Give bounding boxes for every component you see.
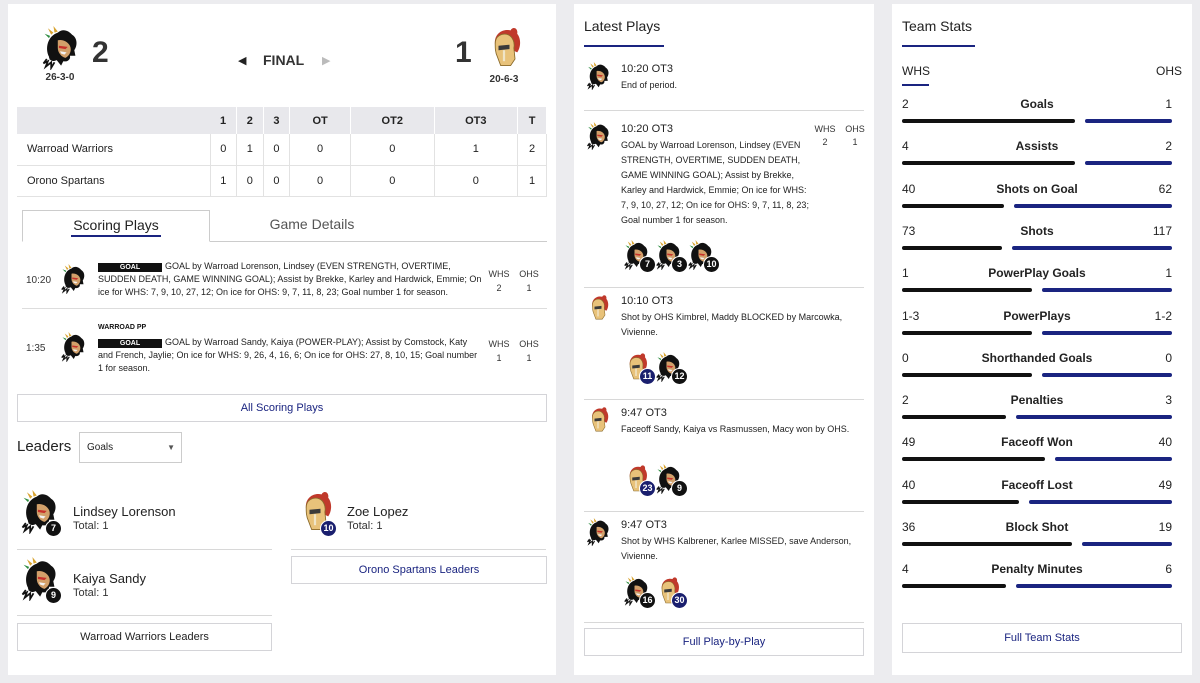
game-panel <box>8 4 556 675</box>
leader-name: Lindsey Lorenson <box>73 504 176 519</box>
whs-value: 2 <box>496 283 502 293</box>
stat-away-value: 1 <box>1165 266 1172 281</box>
scoring-play-time: 10:20 <box>26 275 52 286</box>
period-score-cell: 0 <box>290 134 351 165</box>
play-text: Shot by WHS Kalbrener, Karlee MISSED, save Anderson, Vivienne. <box>621 536 852 561</box>
period-score-cell: 1 <box>434 134 518 165</box>
stat-row <box>902 139 1172 169</box>
stat-row <box>902 478 1172 508</box>
stat-home-bar <box>902 500 1019 504</box>
ohs-label: OHS <box>519 269 539 279</box>
ohs-label: OHS <box>845 124 865 134</box>
stat-row <box>902 562 1172 592</box>
jersey-number: 3 <box>671 256 688 273</box>
stat-row <box>902 266 1172 296</box>
latest-plays-title: Latest Plays <box>584 18 661 34</box>
jersey-number: 7 <box>639 256 656 273</box>
period-score-table <box>17 107 547 197</box>
whs-score-col <box>812 123 838 149</box>
stat-row <box>902 97 1172 127</box>
stat-away-value: 1-2 <box>1154 308 1172 323</box>
prev-arrow-icon[interactable]: ◀ <box>238 55 247 67</box>
ohs-score-col <box>842 123 868 149</box>
play-item <box>584 294 864 394</box>
whs-label: WHS <box>814 124 836 134</box>
play-time: 10:10 OT3 <box>621 295 673 307</box>
stat-away-value: 19 <box>1158 520 1172 534</box>
leader-name: Zoe Lopez <box>347 504 409 519</box>
total-score-cell: 1 <box>518 165 547 196</box>
warroad-logo-icon <box>58 264 88 294</box>
stat-row <box>902 520 1172 550</box>
play-item <box>584 406 864 506</box>
period-header: OT <box>290 107 351 134</box>
stat-away-value: 49 <box>1158 477 1172 492</box>
power-play-tag: WARROAD PP <box>98 324 147 331</box>
team-name-cell: Orono Spartans <box>17 165 210 196</box>
player-avatars <box>621 352 711 388</box>
whs-value: 2 <box>822 137 828 147</box>
stat-away-value: 117 <box>1152 223 1172 238</box>
divider <box>291 549 546 550</box>
whs-value: 1 <box>496 353 502 363</box>
table-row <box>17 165 547 196</box>
jersey-number: 23 <box>639 480 656 497</box>
select-value: Goals <box>87 442 114 453</box>
ohs-score-col <box>518 267 540 295</box>
play-text: End of period. <box>621 80 678 90</box>
divider <box>584 110 864 111</box>
stat-label: Shorthanded Goals <box>981 350 1093 365</box>
jersey-number: 9 <box>45 587 62 604</box>
stat-home-value: 2 <box>902 97 909 111</box>
whs-score-col <box>488 267 510 295</box>
jersey-number: 9 <box>671 480 688 497</box>
stat-label: Block Shot <box>1005 520 1069 534</box>
orono-logo-icon <box>584 406 612 434</box>
period-header-row <box>17 107 547 134</box>
period-score-cell: 0 <box>434 165 518 196</box>
divider <box>584 622 864 623</box>
play-item <box>584 518 864 618</box>
home-team-block <box>36 26 84 83</box>
stat-label: Goals <box>1020 97 1054 111</box>
period-header: 1 <box>210 107 237 134</box>
stat-label: Assists <box>1015 139 1059 154</box>
next-arrow-icon[interactable]: ▶ <box>322 55 331 67</box>
play-text: GOAL by Warroad Lorenson, Lindsey (EVEN STRENGTH, OVERTIME, SUDDEN DEATH, GAME WINNING GOAL); Assist by Brekke, Karley and Hardwick, Emmie; On ice for WHS: 7, 9, 10, 27, 12; On ice for OHS: 9, 7, 11, 8, 23; Goal number 1 for season. <box>621 140 809 225</box>
all-scoring-plays-button[interactable]: All Scoring Plays <box>17 394 547 422</box>
stat-home-bar <box>902 246 1002 250</box>
stat-home-bar <box>902 331 1032 335</box>
scoring-play-description: GOAL by Warroad Sandy, Kaiya (POWER-PLAY); Assist by Comstock, Katy and French, Jaylie; On ice for WHS: 9, 26, 4, 16, 6; On ice for OHS: 27, 8, 10, 15; Goal number 1 for season. <box>98 337 478 373</box>
jersey-number: 10 <box>703 256 720 273</box>
away-score: 1 <box>455 36 472 69</box>
warroad-logo-icon <box>584 122 612 150</box>
stat-away-bar <box>1016 584 1172 588</box>
scoring-play-row <box>22 259 547 309</box>
scoring-play-text <box>98 260 482 299</box>
table-row <box>17 134 547 165</box>
stat-label: Penalty Minutes <box>991 562 1083 577</box>
stat-away-bar <box>1016 415 1172 419</box>
ohs-label: OHS <box>519 339 539 349</box>
away-label: OHS <box>1155 64 1182 78</box>
stat-away-bar <box>1014 204 1172 208</box>
stat-away-bar <box>1042 331 1172 335</box>
stat-away-value: 40 <box>1158 435 1172 450</box>
stat-away-bar <box>1012 246 1172 250</box>
stat-home-value: 4 <box>902 139 909 154</box>
home-record: 26-3-0 <box>45 72 75 83</box>
stat-home-bar <box>902 204 1004 208</box>
player-avatars <box>621 464 711 500</box>
stat-home-value: 40 <box>902 477 916 492</box>
whs-label: WHS <box>488 339 510 349</box>
ohs-score-col <box>518 337 540 365</box>
full-team-stats-button[interactable]: Full Team Stats <box>902 623 1182 653</box>
team-name-cell: Warroad Warriors <box>17 134 210 165</box>
stat-home-bar <box>902 457 1045 461</box>
away-team-block <box>480 26 528 85</box>
period-header: 2 <box>237 107 264 134</box>
scoring-play-text <box>98 321 482 375</box>
period-header: 3 <box>263 107 290 134</box>
jersey-number: 7 <box>45 520 62 537</box>
stat-label: Penalties <box>1010 393 1064 408</box>
period-score-cell: 1 <box>237 134 264 165</box>
stat-row <box>902 393 1172 423</box>
play-time: 9:47 OT3 <box>621 519 667 531</box>
whs-score-col <box>488 337 510 365</box>
stat-row <box>902 435 1172 465</box>
stat-away-value: 62 <box>1158 181 1172 196</box>
ohs-value: 1 <box>526 353 532 363</box>
team-stats-title: Team Stats <box>902 18 973 34</box>
player-avatars <box>621 576 711 612</box>
game-status: FINAL <box>263 52 305 68</box>
goal-badge: GOAL <box>98 339 162 348</box>
stat-home-value: 40 <box>902 181 916 196</box>
period-header: T <box>518 107 547 134</box>
orono-logo-icon <box>584 294 612 322</box>
period-score-cell: 0 <box>350 134 434 165</box>
leader-total: Total: 1 <box>73 587 109 599</box>
stat-away-bar <box>1042 373 1172 377</box>
play-item <box>584 62 864 110</box>
stat-label: PowerPlays <box>1003 308 1071 323</box>
stat-home-value: 2 <box>902 393 909 408</box>
stat-home-value: 1-3 <box>902 308 920 323</box>
period-score-cell: 0 <box>210 134 237 165</box>
play-time: 10:20 OT3 <box>621 123 673 135</box>
warroad-logo-icon <box>584 518 612 546</box>
jersey-number: 10 <box>320 520 337 537</box>
stat-away-bar <box>1029 500 1172 504</box>
stat-home-value: 36 <box>902 520 916 534</box>
stat-away-value: 3 <box>1165 393 1172 408</box>
player-avatars <box>621 240 741 276</box>
divider <box>17 615 272 616</box>
play-time: 9:47 OT3 <box>621 407 667 419</box>
divider <box>584 399 864 400</box>
leader-total: Total: 1 <box>73 520 109 532</box>
stat-row <box>902 351 1172 381</box>
stat-home-bar <box>902 288 1032 292</box>
tab-game-details[interactable]: Game Details <box>269 216 355 232</box>
stat-label: Shots on Goal <box>996 181 1078 196</box>
stat-home-bar <box>902 584 1006 588</box>
stat-label: Faceoff Lost <box>1001 477 1073 492</box>
home-score: 2 <box>92 36 109 69</box>
warroad-logo-icon <box>58 332 88 362</box>
latest-plays-panel <box>574 4 874 675</box>
divider <box>584 287 864 288</box>
home-label: WHS <box>902 64 930 78</box>
play-item <box>584 122 864 282</box>
stat-away-value: 2 <box>1165 139 1172 154</box>
stat-row <box>902 309 1172 339</box>
scoring-play-row <box>22 320 547 384</box>
jersey-number: 30 <box>671 592 688 609</box>
period-score-cell: 0 <box>350 165 434 196</box>
warroad-logo-icon <box>584 62 612 90</box>
period-score-cell: 0 <box>290 165 351 196</box>
team-stats-panel <box>892 4 1192 675</box>
period-header: OT3 <box>434 107 518 134</box>
period-header: OT2 <box>350 107 434 134</box>
stat-home-bar <box>902 119 1075 123</box>
period-score-cell: 0 <box>237 165 264 196</box>
leaders-category-select[interactable] <box>79 432 182 463</box>
stat-home-value: 0 <box>902 350 909 365</box>
tab-scoring-plays[interactable]: Scoring Plays <box>22 210 210 242</box>
stat-home-value: 49 <box>902 435 916 450</box>
stat-away-bar <box>1055 457 1172 461</box>
stat-away-value: 1 <box>1165 97 1172 111</box>
period-score-cell: 0 <box>263 134 290 165</box>
play-text: Faceoff Sandy, Kaiya vs Rasmussen, Macy won by OHS. <box>621 424 850 434</box>
scoring-play-description: GOAL by Warroad Lorenson, Lindsey (EVEN STRENGTH, OVERTIME, SUDDEN DEATH, GAME WINNING GOAL); Assist by Brekke, Karley and Hardwick, Emmie; On ice for WHS: 7, 9, 10, 27, 12; On ice for OHS: 9, 7, 11, 8, 23; Goal number 1 for season. <box>98 261 482 297</box>
table-corner <box>17 107 210 134</box>
period-score-cell: 1 <box>210 165 237 196</box>
warroad-leaders-button[interactable]: Warroad Warriors Leaders <box>17 623 272 651</box>
stat-home-value: 73 <box>902 223 916 238</box>
stat-home-bar <box>902 542 1072 546</box>
total-score-cell: 2 <box>518 134 547 165</box>
jersey-number: 11 <box>639 368 656 385</box>
warroad-logo-icon <box>38 26 82 70</box>
stat-away-value: 0 <box>1165 350 1172 365</box>
stat-away-value: 6 <box>1165 562 1172 577</box>
title-underline <box>584 45 664 47</box>
goal-badge: GOAL <box>98 263 162 272</box>
stat-home-value: 4 <box>902 562 909 577</box>
jersey-number: 16 <box>639 592 656 609</box>
period-score-cell: 0 <box>263 165 290 196</box>
whs-label: WHS <box>488 269 510 279</box>
play-time: 10:20 OT3 <box>621 63 673 75</box>
stat-home-bar <box>902 373 1032 377</box>
ohs-value: 1 <box>526 283 532 293</box>
scoring-play-time: 1:35 <box>26 343 46 354</box>
stat-label: Faceoff Won <box>1001 435 1073 450</box>
orono-logo-icon <box>482 26 526 70</box>
tab-bar <box>22 210 547 242</box>
stat-row <box>902 182 1172 212</box>
home-label-underline <box>902 84 929 86</box>
ohs-value: 1 <box>852 137 858 147</box>
away-record: 20-6-3 <box>489 74 519 85</box>
leader-total: Total: 1 <box>347 520 383 532</box>
stat-away-bar <box>1042 288 1172 292</box>
divider <box>584 511 864 512</box>
leader-name: Kaiya Sandy <box>73 571 146 586</box>
jersey-number: 12 <box>671 368 688 385</box>
divider <box>17 549 272 550</box>
full-play-by-play-button[interactable]: Full Play-by-Play <box>584 628 864 656</box>
play-text: Shot by OHS Kimbrel, Maddy BLOCKED by Marcowka, Vivienne. <box>621 312 843 337</box>
orono-leaders-button[interactable]: Orono Spartans Leaders <box>291 556 547 584</box>
leaders-title: Leaders <box>17 438 72 455</box>
stat-label: PowerPlay Goals <box>988 266 1086 281</box>
stat-away-bar <box>1085 119 1172 123</box>
stat-label: Shots <box>1020 223 1054 238</box>
title-underline <box>902 45 975 47</box>
stat-away-bar <box>1085 161 1172 165</box>
stat-home-value: 1 <box>902 266 909 281</box>
stat-row <box>902 224 1172 254</box>
stat-home-bar <box>902 415 1006 419</box>
chevron-down-icon: ▼ <box>167 443 175 452</box>
stat-home-bar <box>902 161 1075 165</box>
stat-away-bar <box>1082 542 1172 546</box>
